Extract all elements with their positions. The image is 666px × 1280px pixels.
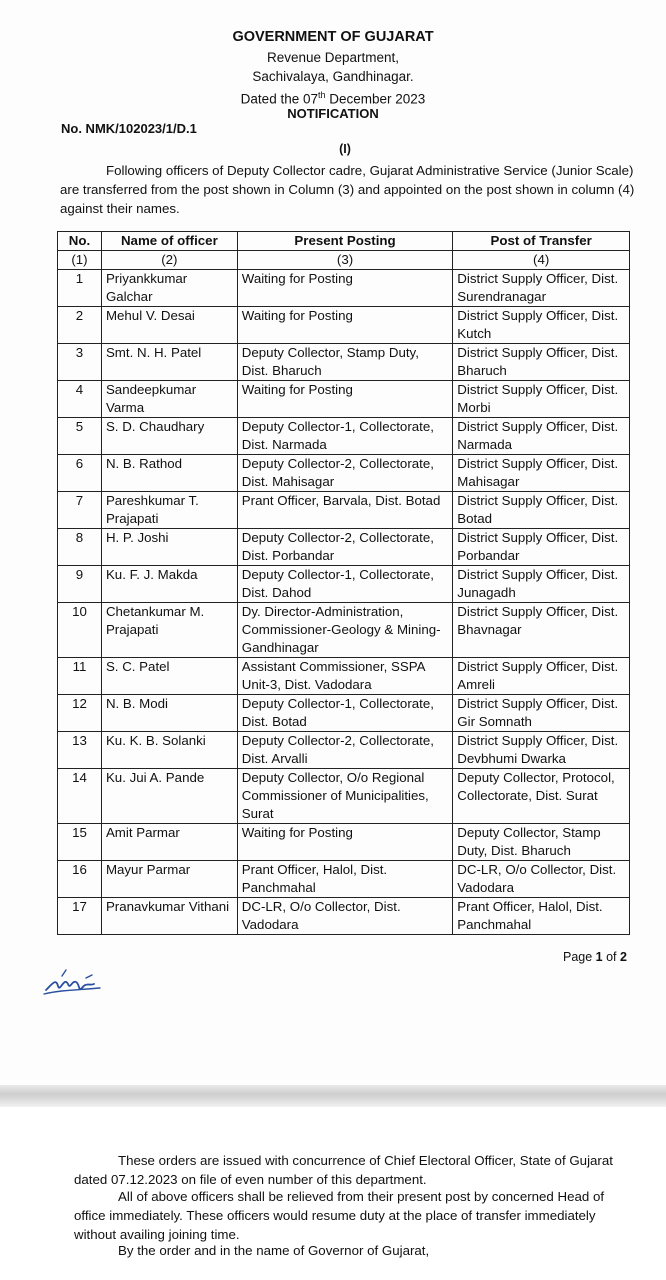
- present-posting: Deputy Collector-2, Collectorate, Dist. Arvalli: [237, 732, 453, 769]
- present-posting: Deputy Collector, Stamp Duty, Dist. Bharuch: [237, 344, 453, 381]
- signature-mark: [42, 966, 104, 1000]
- present-posting: Waiting for Posting: [237, 381, 453, 418]
- officer-name: Chetankumar M. Prajapati: [101, 603, 237, 658]
- present-posting: Waiting for Posting: [237, 824, 453, 861]
- post-of-transfer: District Supply Officer, Dist. Bhavnagar: [453, 603, 630, 658]
- governor-order-line: By the order and in the name of Governor of Gujarat,: [118, 1243, 430, 1258]
- table-row: [58, 381, 630, 418]
- officer-name: Ku. Jui A. Pande: [101, 769, 237, 824]
- table-row: [58, 769, 630, 824]
- table-row: [58, 824, 630, 861]
- post-of-transfer: DC-LR, O/o Collector, Dist. Vadodara: [453, 861, 630, 898]
- present-posting: Deputy Collector-1, Collectorate, Dist. Dahod: [237, 566, 453, 603]
- row-number: 5: [58, 418, 102, 455]
- officer-name: Ku. K. B. Solanki: [101, 732, 237, 769]
- officer-name: N. B. Rathod: [101, 455, 237, 492]
- post-of-transfer: District Supply Officer, Dist. Junagadh: [453, 566, 630, 603]
- post-of-transfer: Deputy Collector, Protocol, Collectorate, Dist. Surat: [453, 769, 630, 824]
- department-name: Revenue Department,: [266, 50, 400, 65]
- officer-name: Sandeepkumar Varma: [101, 381, 237, 418]
- officer-name: S. C. Patel: [101, 658, 237, 695]
- post-of-transfer: Prant Officer, Halol, Dist. Panchmahal: [453, 898, 630, 935]
- row-number: 7: [58, 492, 102, 529]
- table-row: [58, 603, 630, 658]
- post-of-transfer: District Supply Officer, Dist. Bharuch: [453, 344, 630, 381]
- officer-name: Mehul V. Desai: [101, 307, 237, 344]
- present-posting: Dy. Director-Administration, Commissioner-Geology & Mining-Gandhinagar: [237, 603, 453, 658]
- present-posting: Deputy Collector-1, Collectorate, Dist. Narmada: [237, 418, 453, 455]
- officer-name: Pranavkumar Vithani: [101, 898, 237, 935]
- table-row: [58, 732, 630, 769]
- post-of-transfer: District Supply Officer, Dist. Mahisagar: [453, 455, 630, 492]
- row-number: 10: [58, 603, 102, 658]
- present-posting: Deputy Collector-2, Collectorate, Dist. Porbandar: [237, 529, 453, 566]
- header-name: Name of officer: [101, 232, 237, 251]
- row-number: 15: [58, 824, 102, 861]
- row-number: 9: [58, 566, 102, 603]
- table-row: [58, 307, 630, 344]
- officer-name: Amit Parmar: [101, 824, 237, 861]
- header-present-posting: Present Posting: [237, 232, 453, 251]
- present-posting: Deputy Collector, O/o Regional Commissioner of Municipalities, Surat: [237, 769, 453, 824]
- transfer-table: [57, 231, 630, 935]
- row-number: 4: [58, 381, 102, 418]
- table-row: [58, 658, 630, 695]
- page-number: Page 1 of 2: [563, 950, 627, 964]
- table-row: [58, 566, 630, 603]
- header-no: No.: [58, 232, 102, 251]
- page-separator: [0, 1085, 666, 1107]
- officer-name: Smt. N. H. Patel: [101, 344, 237, 381]
- row-number: 13: [58, 732, 102, 769]
- post-of-transfer: District Supply Officer, Dist. Amreli: [453, 658, 630, 695]
- row-number: 14: [58, 769, 102, 824]
- present-posting: Deputy Collector-1, Collectorate, Dist. Botad: [237, 695, 453, 732]
- officer-name: H. P. Joshi: [101, 529, 237, 566]
- officer-name: N. B. Modi: [101, 695, 237, 732]
- present-posting: Assistant Commissioner, SSPA Unit-3, Dist. Vadodara: [237, 658, 453, 695]
- present-posting: Waiting for Posting: [237, 270, 453, 307]
- officer-name: Mayur Parmar: [101, 861, 237, 898]
- row-number: 8: [58, 529, 102, 566]
- row-number: 17: [58, 898, 102, 935]
- table-row: [58, 861, 630, 898]
- column-index-row: (1) (2) (3) (4): [58, 251, 630, 270]
- department-address: Sachivalaya, Gandhinagar.: [252, 69, 414, 84]
- table-row: [58, 418, 630, 455]
- row-number: 6: [58, 455, 102, 492]
- row-number: 16: [58, 861, 102, 898]
- post-of-transfer: District Supply Officer, Dist. Narmada: [453, 418, 630, 455]
- notification-date: Dated the 07th December 2023: [240, 90, 426, 107]
- header-post-of-transfer: Post of Transfer: [453, 232, 630, 251]
- post-of-transfer: District Supply Officer, Dist. Surendranagar: [453, 270, 630, 307]
- table-row: [58, 529, 630, 566]
- concurrence-paragraph: These orders are issued with concurrence of Chief Electoral Officer, State of Gujarat dated 07.12.2023 on file of even number of this department.: [74, 1153, 613, 1187]
- present-posting: Prant Officer, Barvala, Dist. Botad: [237, 492, 453, 529]
- present-posting: Waiting for Posting: [237, 307, 453, 344]
- table-row: [58, 492, 630, 529]
- post-of-transfer: District Supply Officer, Dist. Porbandar: [453, 529, 630, 566]
- post-of-transfer: District Supply Officer, Dist. Botad: [453, 492, 630, 529]
- officer-name: Priyankkumar Galchar: [101, 270, 237, 307]
- table-row: [58, 270, 630, 307]
- section-number: (I): [339, 142, 351, 156]
- table-row: [58, 898, 630, 935]
- table-row: [58, 455, 630, 492]
- page-2: [0, 1107, 666, 1280]
- officer-name: Ku. F. J. Makda: [101, 566, 237, 603]
- intro-paragraph: Following officers of Deputy Collector cadre, Gujarat Administrative Service (Junior Scale) are transferred from the post shown in Column (3) and appointed on the post shown in column (4) against their names.: [60, 163, 635, 216]
- post-of-transfer: District Supply Officer, Dist. Devbhumi Dwarka: [453, 732, 630, 769]
- present-posting: Deputy Collector-2, Collectorate, Dist. Mahisagar: [237, 455, 453, 492]
- table-header-row: [58, 232, 630, 251]
- table-row: [58, 695, 630, 732]
- row-number: 11: [58, 658, 102, 695]
- post-of-transfer: Deputy Collector, Stamp Duty, Dist. Bharuch: [453, 824, 630, 861]
- post-of-transfer: District Supply Officer, Dist. Kutch: [453, 307, 630, 344]
- notification-heading: NOTIFICATION: [287, 106, 379, 121]
- post-of-transfer: District Supply Officer, Dist. Gir Somnath: [453, 695, 630, 732]
- post-of-transfer: District Supply Officer, Dist. Morbi: [453, 381, 630, 418]
- row-number: 1: [58, 270, 102, 307]
- officer-name: Pareshkumar T. Prajapati: [101, 492, 237, 529]
- reference-number: No. NMK/102023/1/D.1: [61, 121, 197, 136]
- officer-name: S. D. Chaudhary: [101, 418, 237, 455]
- present-posting: DC-LR, O/o Collector, Dist. Vadodara: [237, 898, 453, 935]
- present-posting: Prant Officer, Halol, Dist. Panchmahal: [237, 861, 453, 898]
- row-number: 12: [58, 695, 102, 732]
- row-number: 3: [58, 344, 102, 381]
- table-row: [58, 344, 630, 381]
- row-number: 2: [58, 307, 102, 344]
- government-title: GOVERNMENT OF GUJARAT: [232, 29, 434, 45]
- relieve-paragraph: All of above officers shall be relieved from their present post by concerned Head of office immediately. These officers would resume duty at the place of transfer immediately without availing joining time.: [74, 1189, 605, 1242]
